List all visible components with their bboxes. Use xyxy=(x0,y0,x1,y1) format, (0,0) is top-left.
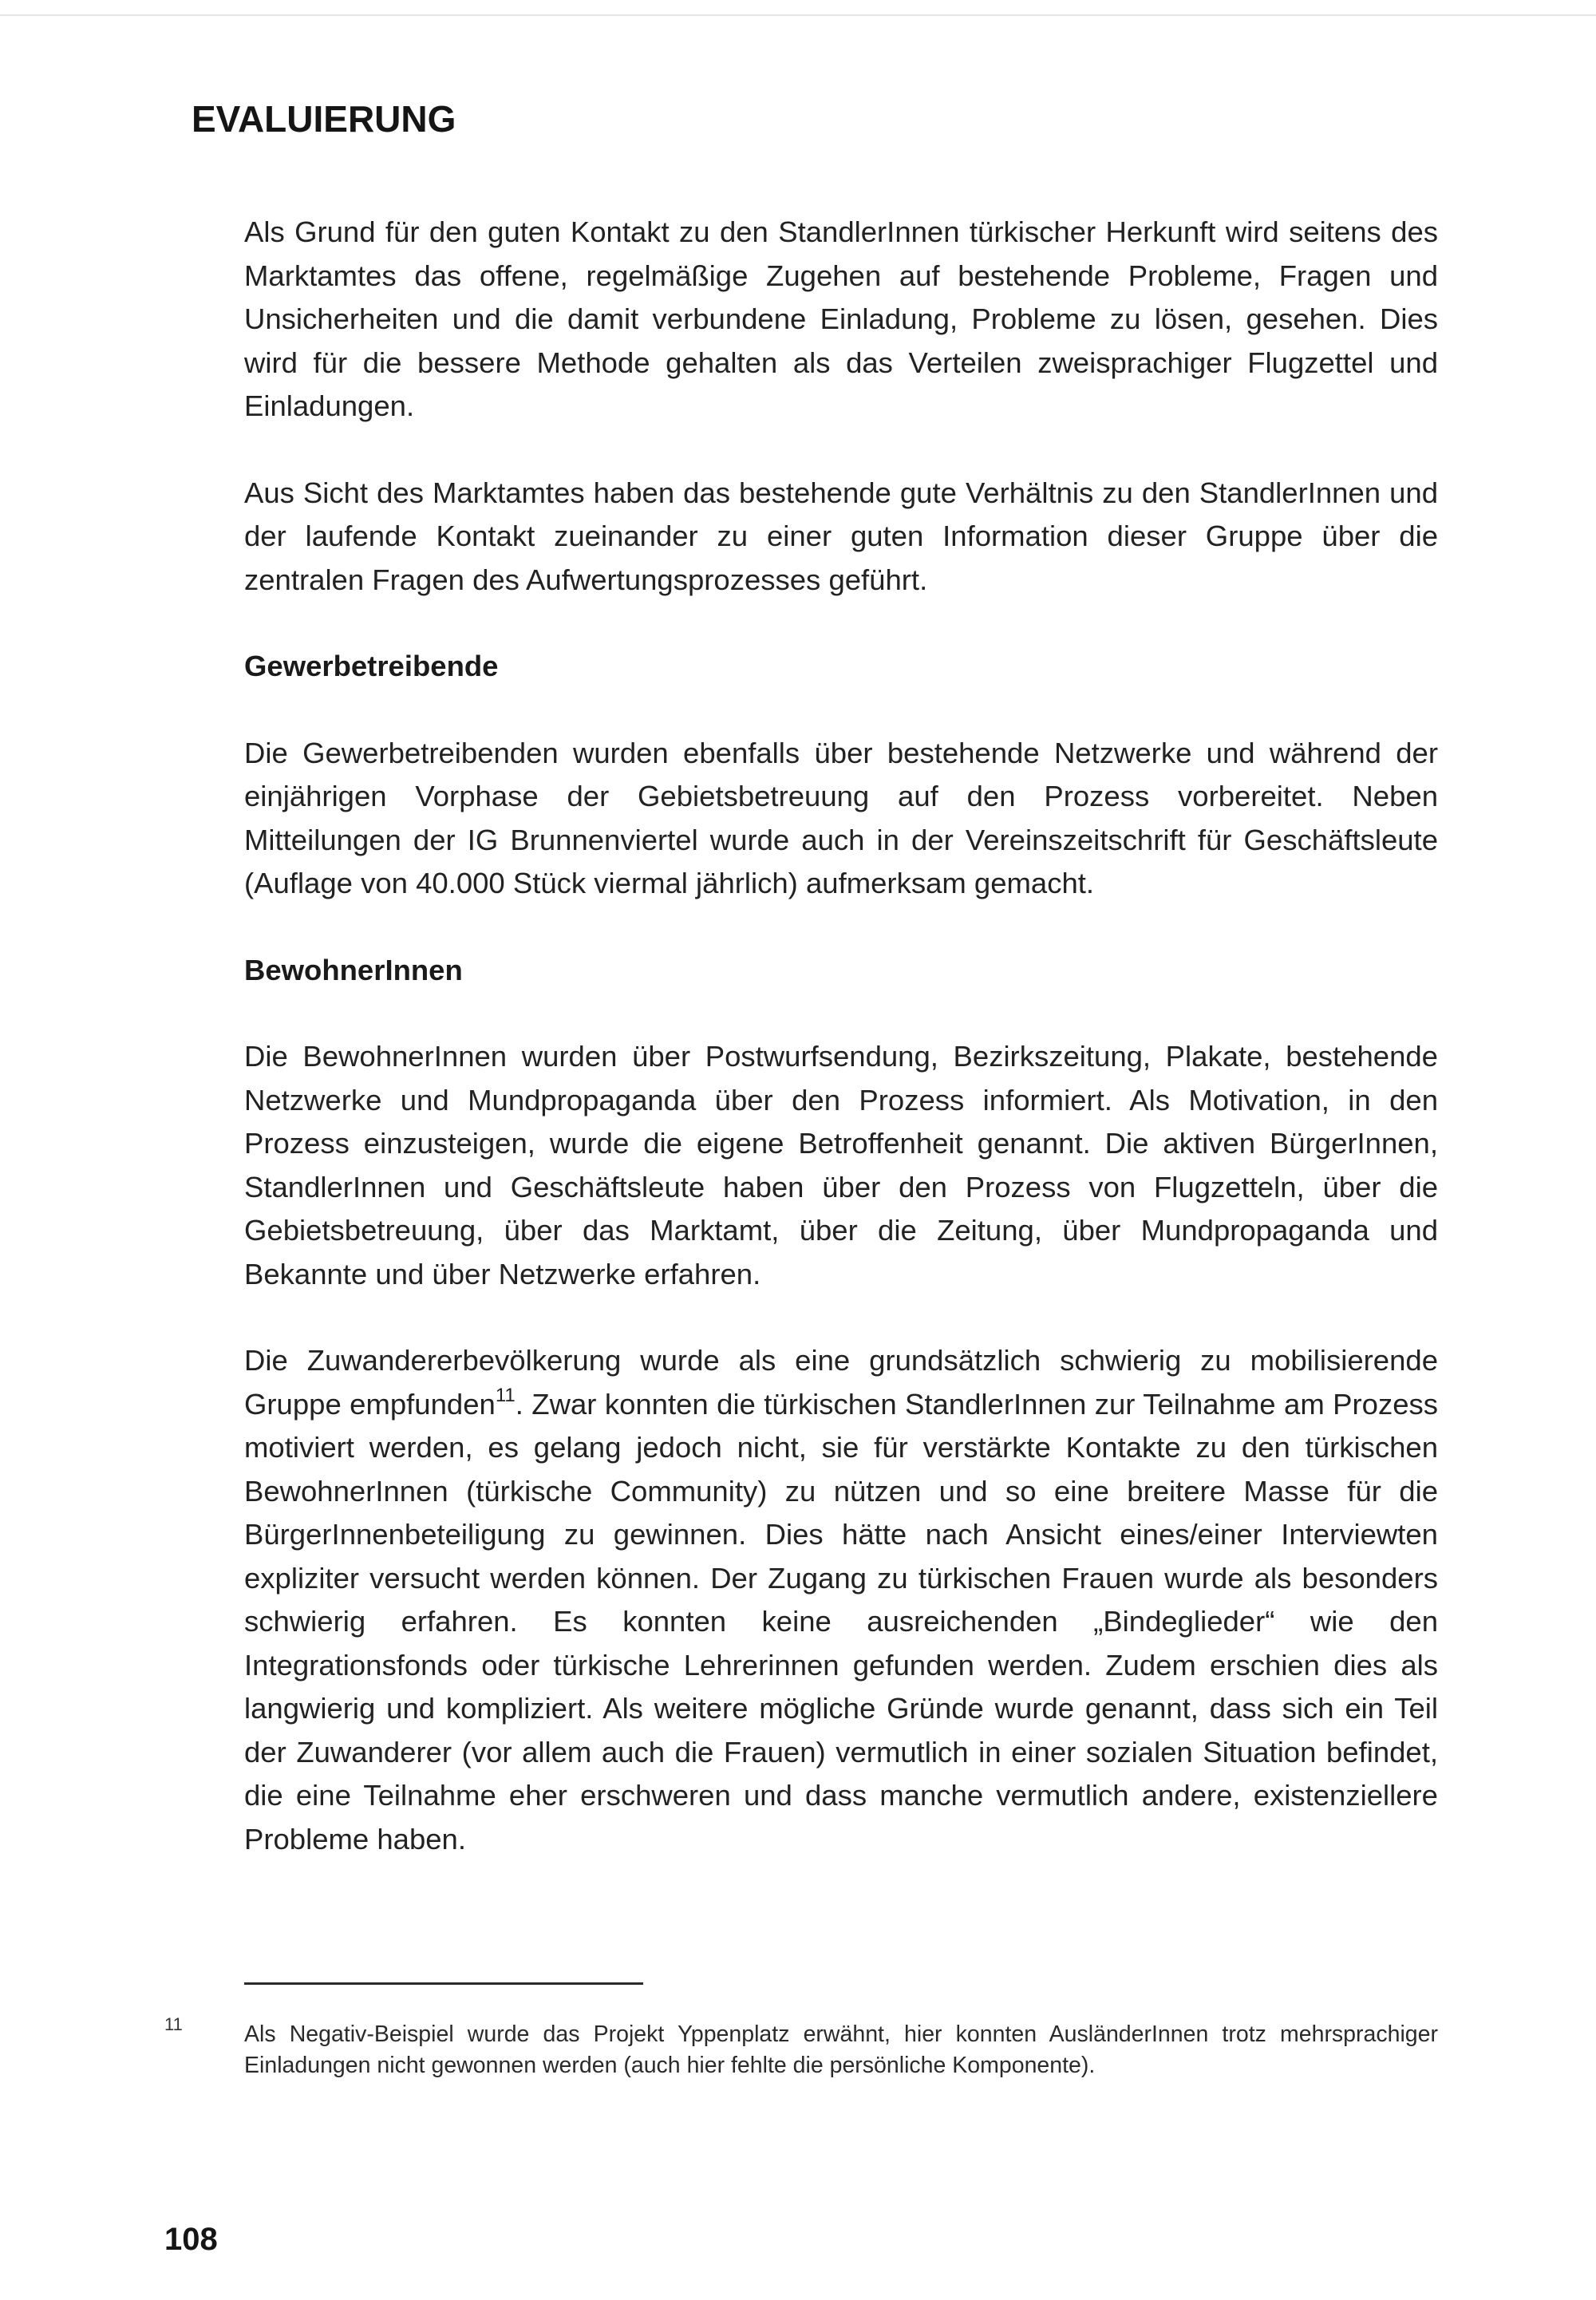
paragraph-zuwanderer xyxy=(244,1339,1438,1861)
paragraph-zuwanderer-part2: . Zwar konnten die türkischen StandlerInnen zur Teilnahme am Prozess motiviert werden, es gelang jedoch nicht, sie für verstärkte Kontakte zu den türkischen BewohnerInnen (türkische Community) zu nützen und so eine breitere Masse für die BürgerInnenbeteiligung zu gewinnen. Dies hätte nach Ansicht eines/einer Interviewten expliziter versucht werden können. Der Zugang zu türkischen Frauen wurde als besonders schwierig erfahren. Es konnten keine ausreichenden „Bindeglieder“ wie den Integrationsfonds oder türkische Lehrerinnen gefunden werden. Zudem erschien dies als langwierig und kompliziert. Als weitere mögliche Gründe wurde genannt, dass sich ein Teil der Zuwanderer (vor allem auch die Frauen) vermutlich in einer sozialen Situation befindet, die eine Teilnahme eher erschweren und dass manche vermutlich andere, existenziellere Probleme haben. xyxy=(244,1387,1438,1855)
paragraph-marktamt-contact: Als Grund für den guten Kontakt zu den StandlerInnen türkischer Herkunft wird seitens des Marktamtes das offene, regelmäßige Zugehen auf bestehende Probleme, Fragen und Unsicherheiten und die damit verbundene Einladung, Probleme zu lösen, gesehen. Dies wird für die bessere Methode gehalten als das Verteilen zweisprachiger Flugzettel und Einladungen. xyxy=(244,215,1438,422)
paragraph-marktamt-view: Aus Sicht des Marktamtes haben das bestehende gute Verhältnis zu den StandlerInnen und der laufende Kontakt zueinander zu einer guten Information dieser Gruppe über die zentralen Fragen des Aufwertungsprozesses geführt. xyxy=(244,476,1438,596)
paragraph-bewohnerinnen: Die BewohnerInnen wurden über Postwurfsendung, Bezirkszeitung, Plakate, bestehende Netzwerke und Mundpropaganda über den Prozess informiert. Als Motivation, in den Prozess einzusteigen, wurde die eigene Betroffenheit genannt. Die aktiven BürgerInnen, StandlerInnen und Geschäftsleute haben über den Prozess von Flugzetteln, über die Gebietsbetreuung, über das Marktamt, über die Zeitung, über Mundpropaganda und Bekannte und über Netzwerke erfahren. xyxy=(244,1040,1438,1290)
page-number: 108 xyxy=(164,2222,218,2257)
main-content xyxy=(244,211,1438,1861)
footnote xyxy=(164,2014,1438,2081)
footnote-text: Als Negativ-Beispiel wurde das Projekt Yppenplatz erwähnt, hier konnten AusländerInnen trotz mehrsprachiger Einladungen nicht gewonnen werden (auch hier fehlte die persönliche Komponente). xyxy=(244,2021,1438,2078)
footnote-reference[interactable]: 11 xyxy=(495,1384,516,1406)
paragraph-zuwanderer-part1: Die Zuwandererbevölkerung wurde als eine grundsätzlich schwierig zu mobilisierende Gruppe empfunden xyxy=(244,1344,1438,1421)
footnote-number: 11 xyxy=(164,2014,183,2034)
paragraph-gewerbetreibende: Die Gewerbetreibenden wurden ebenfalls über bestehende Netzwerke und während der einjährigen Vorphase der Gebietsbetreuung auf den Prozess vorbereitet. Neben Mitteilungen der IG Brunnenviertel wurde auch in der Vereinszeitschrift für Geschäftsleute (Auflage von 40.000 Stück viermal jährlich) aufmerksam gemacht. xyxy=(244,736,1438,899)
footnote-divider xyxy=(244,1982,643,1985)
section-title: EVALUIERUNG xyxy=(192,98,456,140)
top-rule xyxy=(0,14,1596,16)
subheading-bewohnerinnen: BewohnerInnen xyxy=(244,953,463,986)
subheading-gewerbetreibende: Gewerbetreibende xyxy=(244,650,499,682)
